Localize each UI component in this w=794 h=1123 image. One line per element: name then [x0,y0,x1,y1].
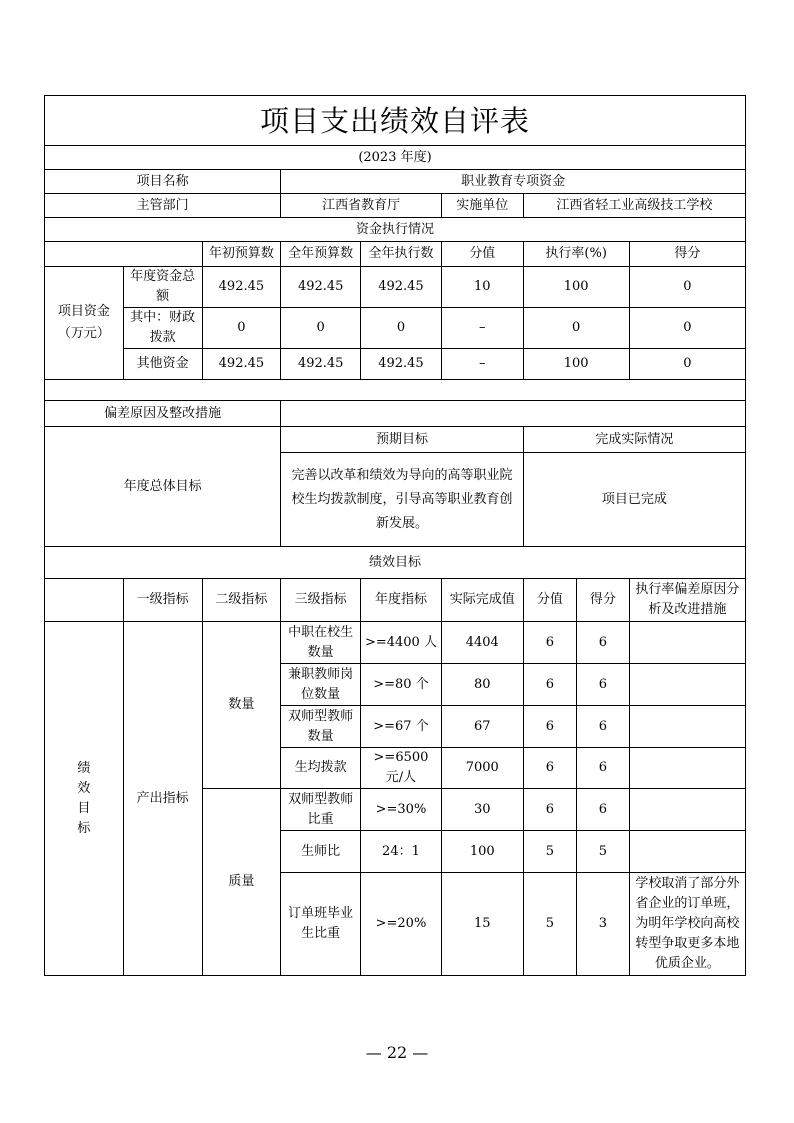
level2-quality: 质量 [202,789,281,976]
funds-header-execution-rate: 执行率(%) [523,242,629,267]
funds-cell: 0 [202,308,281,349]
funds-cell: 100 [523,267,629,308]
perf-target: >=67 个 [361,706,442,748]
performance-section-header: 绩效目标 [45,547,746,579]
actual-completion-header: 完成实际情况 [523,427,745,453]
department-value: 江西省教育厅 [281,194,442,218]
perf-group-char: 效 [77,780,91,796]
perf-score: 6 [577,789,630,831]
funds-cell: – [441,308,523,349]
project-name-label: 项目名称 [45,170,281,194]
perf-group-label [45,622,124,976]
funds-cell: 492.45 [202,267,281,308]
funds-row [45,349,746,380]
perf-header-empty [45,579,124,622]
perf-reason [629,831,745,873]
perf-level3: 生均拨款 [281,748,361,789]
funds-cell: 0 [629,308,745,349]
funds-cell: 492.45 [281,267,361,308]
perf-reason: 学校取消了部分外省企业的订单班，为明年学校向高校转型争取更多本地优质企业。 [629,873,745,976]
funds-header-empty [45,242,203,267]
perf-level3: 双师型教师数量 [281,706,361,748]
funds-header-score-value: 分值 [441,242,523,267]
perf-actual: 15 [441,873,523,976]
perf-score: 6 [577,664,630,706]
perf-actual: 80 [441,664,523,706]
department-label: 主管部门 [45,194,281,218]
perf-score-value: 6 [523,748,577,789]
perf-reason [629,706,745,748]
funds-row-label: 其中：财政拨款 [123,308,202,349]
perf-level3: 生师比 [281,831,361,873]
perf-header-level1: 一级指标 [123,579,202,622]
perf-actual: 67 [441,706,523,748]
funds-row [45,267,746,308]
perf-score-value: 6 [523,664,577,706]
funds-cell: 492.45 [281,349,361,380]
implementing-unit-label: 实施单位 [441,194,523,218]
perf-reason [629,664,745,706]
funds-cell: 492.45 [361,349,442,380]
perf-score: 6 [577,706,630,748]
perf-actual: 7000 [441,748,523,789]
annual-goal-label: 年度总体目标 [45,427,281,547]
perf-header-score-value: 分值 [523,579,577,622]
perf-target: >=6500 元/人 [361,748,442,789]
performance-self-evaluation-table [44,95,746,976]
blank-spacer-row [45,380,746,401]
deviation-label: 偏差原因及整改措施 [45,401,281,427]
perf-actual: 4404 [441,622,523,664]
perf-header-actual-value: 实际完成值 [441,579,523,622]
funds-cell: 492.45 [202,349,281,380]
funds-cell: – [441,349,523,380]
expected-goal-text: 完善以改革和绩效为导向的高等职业院校生均拨款制度，引导高等职业教育创新发展。 [281,453,523,547]
perf-header-annual-target: 年度指标 [361,579,442,622]
funds-row [45,308,746,349]
perf-score-value: 5 [523,873,577,976]
funds-cell: 100 [523,349,629,380]
level1-indicator: 产出指标 [123,622,202,976]
funds-cell: 0 [629,349,745,380]
perf-level3: 双师型教师比重 [281,789,361,831]
perf-reason [629,622,745,664]
perf-group-char: 目 [77,800,91,816]
perf-reason [629,748,745,789]
funds-header-executed: 全年执行数 [361,242,442,267]
perf-target: >=30% [361,789,442,831]
perf-header-score: 得分 [577,579,630,622]
perf-level3: 订单班毕业生比重 [281,873,361,976]
form-year: (2023 年度) [45,146,746,170]
perf-level3: 中职在校生数量 [281,622,361,664]
expected-goal-header: 预期目标 [281,427,523,453]
funds-group-label: 项目资金（万元） [45,267,124,380]
perf-actual: 100 [441,831,523,873]
perf-header-level2: 二级指标 [202,579,281,622]
funds-row-label: 年度资金总额 [123,267,202,308]
perf-score-value: 5 [523,831,577,873]
perf-header-deviation-reason: 执行率偏差原因分析及改进措施 [629,579,745,622]
perf-group-char: 绩 [77,760,91,776]
funds-header-annual-budget: 全年预算数 [281,242,361,267]
deviation-value [281,401,746,427]
form-title: 项目支出绩效自评表 [45,96,746,146]
perf-score-value: 6 [523,706,577,748]
funds-section-header: 资金执行情况 [45,218,746,242]
perf-score-value: 6 [523,789,577,831]
perf-header-level3: 三级指标 [281,579,361,622]
funds-header-score: 得分 [629,242,745,267]
level2-quantity: 数量 [202,622,281,789]
perf-target: >=80 个 [361,664,442,706]
funds-cell: 10 [441,267,523,308]
funds-cell: 492.45 [361,267,442,308]
perf-row [45,622,746,664]
funds-row-label: 其他资金 [123,349,202,380]
funds-cell: 0 [523,308,629,349]
perf-target: >=20% [361,873,442,976]
perf-level3: 兼职教师岗位数量 [281,664,361,706]
funds-cell: 0 [629,267,745,308]
funds-cell: 0 [281,308,361,349]
perf-score-value: 6 [523,622,577,664]
implementing-unit-value: 江西省轻工业高级技工学校 [523,194,745,218]
perf-target: 24：1 [361,831,442,873]
perf-reason [629,789,745,831]
actual-completion-text: 项目已完成 [523,453,745,547]
project-name-value: 职业教育专项资金 [281,170,746,194]
perf-score: 3 [577,873,630,976]
funds-header-initial-budget: 年初预算数 [202,242,281,267]
perf-group-char: 标 [77,820,91,836]
perf-target: >=4400 人 [361,622,442,664]
perf-score: 6 [577,748,630,789]
perf-score: 6 [577,622,630,664]
page-number: — 22 — [365,1043,429,1062]
perf-score: 5 [577,831,630,873]
perf-actual: 30 [441,789,523,831]
funds-cell: 0 [361,308,442,349]
